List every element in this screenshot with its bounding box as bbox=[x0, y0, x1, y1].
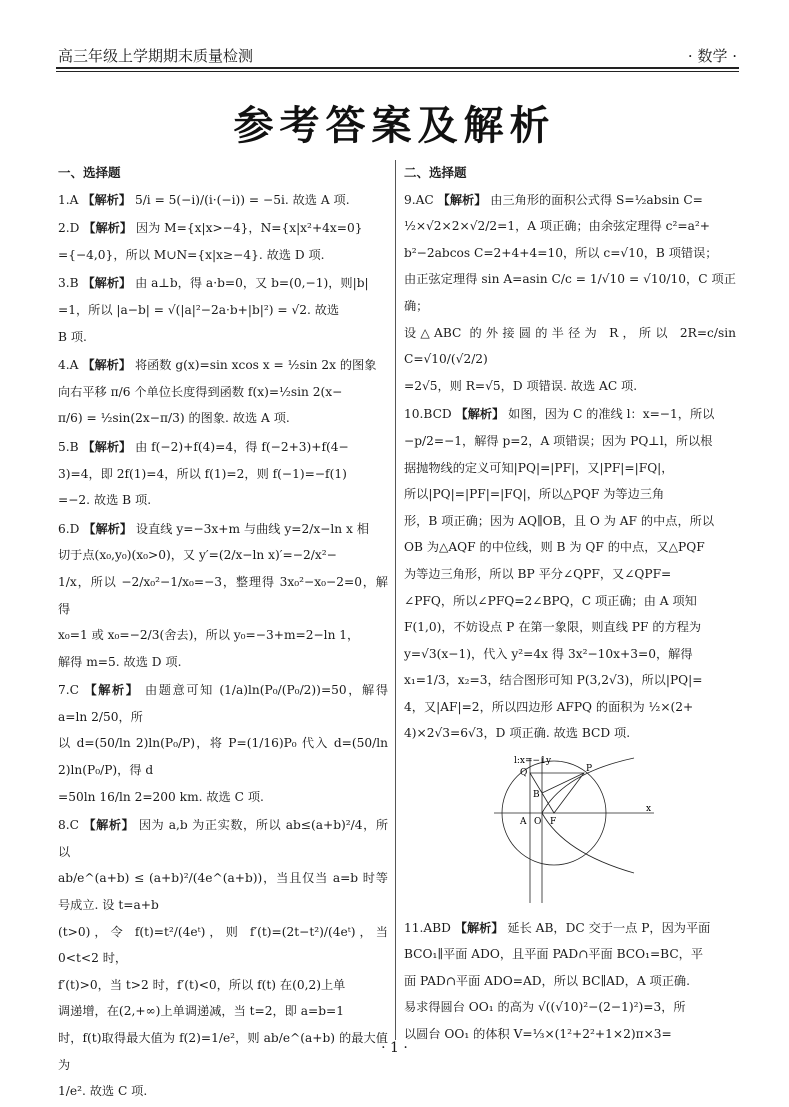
answer-text: x₀=1 或 x₀=−2/3(舍去)，所以 y₀=−3+m=2−ln 1， bbox=[58, 628, 360, 643]
answer-text: y=√3(x−1)，代入 y²=4x 得 3x²−10x+3=0，解得 bbox=[404, 646, 693, 661]
answer-item bbox=[404, 401, 736, 747]
answer-text: 面 PAD∩平面 ADO=AD，所以 BC∥AD，A 项正确. bbox=[404, 973, 690, 988]
answer-line bbox=[404, 320, 736, 373]
answer-line bbox=[58, 998, 388, 1025]
answer-text: 所以|PQ|=|PF|=|FQ|，所以△PQF 为等边三角 bbox=[404, 487, 665, 502]
answer-text: 4，又|AF|=2，所以四边形 AFPQ 的面积为 ½×(2+ bbox=[404, 699, 694, 714]
point-o: O bbox=[534, 817, 542, 828]
point-q: Q bbox=[520, 768, 528, 779]
answer-text: ={−4,0}，所以 M∪N={x|x≥−4}. 故选 D 项. bbox=[58, 247, 325, 262]
answer-text: 设直线 y=−3x+m 与曲线 y=2/x−ln x 相 bbox=[135, 521, 369, 536]
answer-text: B 项. bbox=[58, 329, 87, 344]
answer-text: 据抛物线的定义可知|PQ|=|PF|，又|PF|=|FQ|， bbox=[404, 460, 674, 475]
answer-item bbox=[58, 270, 388, 350]
header-left: 高三年级上学期期末质量检测 bbox=[58, 47, 254, 65]
answer-text: 由 f(−2)+f(4)=4，得 f(−2+3)+f(4− bbox=[135, 439, 349, 454]
answer-number: 8.C bbox=[58, 818, 79, 833]
answer-line bbox=[404, 534, 736, 561]
answer-text: 3)=4，即 2f(1)=4，所以 f(1)=2，则 f(−1)=−f(1) bbox=[58, 466, 347, 481]
section-title: 二、选择题 bbox=[404, 165, 467, 180]
answer-line bbox=[404, 455, 736, 482]
header-rule bbox=[56, 67, 739, 69]
answer-line bbox=[58, 812, 388, 865]
answer-text: =1，所以 |a−b| = √(|a|²−2a·b+|b|²) = √2. 故选 bbox=[58, 302, 340, 317]
point-f: F bbox=[550, 817, 557, 828]
answer-line bbox=[404, 588, 736, 615]
section-title: 一、选择题 bbox=[58, 165, 121, 180]
answer-number: 7.C bbox=[58, 683, 79, 698]
answer-line bbox=[404, 968, 736, 995]
answer-line bbox=[58, 730, 388, 783]
answer-line bbox=[404, 641, 736, 668]
answer-list bbox=[404, 915, 736, 1048]
analysis-tag: 【解析】 bbox=[83, 521, 133, 536]
answer-line bbox=[58, 352, 388, 379]
answer-line bbox=[58, 215, 388, 242]
x-label: x bbox=[646, 804, 652, 815]
answer-line bbox=[404, 561, 736, 588]
answer-line bbox=[58, 405, 388, 432]
answer-text: 由三角形的面积公式得 S=½absin C= bbox=[490, 192, 703, 207]
answer-item bbox=[58, 352, 388, 432]
page-number: · 1 · bbox=[381, 1040, 408, 1056]
answer-line bbox=[58, 649, 388, 676]
answer-line bbox=[404, 373, 736, 400]
point-a: A bbox=[520, 817, 527, 828]
answer-line bbox=[58, 919, 388, 972]
answer-item bbox=[58, 215, 388, 268]
parabola-figure bbox=[494, 753, 654, 903]
answer-line bbox=[404, 187, 736, 214]
answer-line bbox=[58, 622, 388, 649]
answer-line bbox=[404, 994, 736, 1021]
answer-line bbox=[58, 487, 388, 514]
answer-text: 为等边三角形，所以 BP 平分∠QPF，又∠QPF= bbox=[404, 566, 672, 581]
answer-number: 6.D bbox=[58, 521, 80, 536]
answer-line bbox=[58, 297, 388, 324]
answer-text: 设△ABC 的外接圆的半径为 R，所以 2R=c/sin C=√10/(√2/2) bbox=[404, 325, 736, 367]
answer-text: 1/e². 故选 C 项. bbox=[58, 1084, 148, 1099]
answer-text: 由正弦定理得 sin A=asin C/c = 1/√10 = √10/10，C 项正确； bbox=[404, 272, 736, 313]
answer-line bbox=[404, 266, 736, 319]
answer-line bbox=[58, 677, 388, 730]
left-column bbox=[58, 160, 388, 1107]
answer-list bbox=[58, 187, 388, 1105]
document-title: 参考答案及解析 bbox=[233, 103, 556, 149]
right-column bbox=[404, 160, 736, 1050]
answer-line bbox=[58, 434, 388, 461]
header-right: · 数学 · bbox=[687, 47, 737, 65]
answer-line bbox=[404, 213, 736, 240]
answer-line bbox=[404, 240, 736, 267]
answer-text: π/6) = ½sin(2x−π/3) 的图象. 故选 A 项. bbox=[58, 411, 290, 426]
segment-bp bbox=[542, 773, 584, 793]
answer-number: 5.B bbox=[58, 439, 79, 454]
answer-line bbox=[404, 428, 736, 455]
answer-line bbox=[58, 784, 388, 811]
answer-line bbox=[404, 720, 736, 747]
answer-item bbox=[404, 915, 736, 1048]
answer-text: b²−2abcos C=2+4+4=10，所以 c=√10，B 项错误； bbox=[404, 245, 718, 260]
answer-text: 解得 m=5. 故选 D 项. bbox=[58, 654, 182, 669]
answer-line bbox=[58, 379, 388, 406]
answer-text: =2√5，则 R=√5，D 项错误. 故选 AC 项. bbox=[404, 378, 638, 393]
point-b: B bbox=[533, 790, 540, 801]
analysis-tag: 【解析】 bbox=[83, 818, 135, 833]
answer-text: 如图，因为 C 的准线 l：x=−1，所以 bbox=[508, 407, 715, 422]
answer-text: 形，B 项正确；因为 AQ∥OB，且 O 为 AF 的中点，所以 bbox=[404, 513, 715, 528]
answer-line bbox=[404, 694, 736, 721]
answer-text: 4)×2√3=6√3，D 项正确. 故选 BCD 项. bbox=[404, 726, 631, 741]
analysis-tag: 【解析】 bbox=[82, 276, 132, 291]
answer-text: −p/2=−1，解得 p=2，A 项错误；因为 PQ⊥l，所以根 bbox=[404, 433, 713, 448]
answer-text: 因为 a,b 为正实数，所以 ab≤(a+b)²/4，所以 bbox=[58, 818, 389, 859]
answer-text: 由 a⊥b，得 a·b=0，又 b=(0,−1)，则|b| bbox=[135, 276, 369, 291]
answer-number: 4.A bbox=[58, 358, 79, 373]
answer-number: 11.ABD bbox=[404, 920, 451, 935]
answer-line bbox=[58, 187, 388, 214]
answer-line bbox=[58, 1078, 388, 1105]
answer-text: ab/e^(a+b) ≤ (a+b)²/(4e^(a+b))，当且仅当 a=b 时等号成立. 设 t=a+b bbox=[58, 871, 388, 913]
answer-text: 1/x，所以 −2/x₀²−1/x₀=−3，整理得 3x₀²−x₀−2=0，解得 bbox=[58, 574, 388, 616]
answer-text: =50ln 16/ln 2=200 km. 故选 C 项. bbox=[58, 789, 264, 804]
answer-item bbox=[58, 187, 388, 214]
answer-line bbox=[58, 865, 388, 918]
answer-text: f′(t)>0，当 t>2 时，f′(t)<0，所以 f(t) 在(0,2)上单 bbox=[58, 977, 346, 992]
answer-number: 9.AC bbox=[404, 192, 434, 207]
analysis-tag: 【解析】 bbox=[84, 683, 140, 698]
answer-text: 易求得圆台 OO₁ 的高为 √((√10)²−(2−1)²)=3，所 bbox=[404, 1000, 686, 1015]
page-header bbox=[58, 44, 737, 66]
answer-number: 3.B bbox=[58, 276, 79, 291]
answer-item bbox=[404, 187, 736, 400]
analysis-tag: 【解析】 bbox=[82, 358, 132, 373]
answer-text: F(1,0)，不妨设点 P 在第一象限，则直线 PF 的方程为 bbox=[404, 620, 702, 635]
answer-line bbox=[58, 461, 388, 488]
analysis-tag: 【解析】 bbox=[82, 192, 132, 207]
answer-text: 由题意可知 (1/a)ln(P₀/(P₀/2))=50，解得 a=ln 2/50，所 bbox=[58, 683, 389, 724]
answer-text: BCO₁∥平面 ADO，且平面 PAD∩平面 BCO₁=BC，平 bbox=[404, 947, 704, 962]
answer-text: ∠PFQ，所以∠PFQ=2∠BPQ，C 项正确；由 A 项知 bbox=[404, 593, 697, 608]
answer-number: 2.D bbox=[58, 221, 80, 236]
answer-text: 切于点(x₀,y₀)(x₀>0)，又 y′=(2/x−ln x)′=−2/x²− bbox=[58, 548, 337, 563]
analysis-tag: 【解析】 bbox=[82, 439, 132, 454]
answer-item bbox=[58, 812, 388, 1105]
answer-number: 1.A bbox=[58, 192, 79, 207]
answer-text: 以圆台 OO₁ 的体积 V=⅓×(1²+2²+1×2)π×3= bbox=[404, 1027, 672, 1042]
answer-line bbox=[404, 915, 736, 942]
answer-text: 5/i = 5(−i)/(i·(−i)) = −5i. 故选 A 项. bbox=[134, 192, 350, 207]
header-rule-thin bbox=[56, 71, 739, 72]
answer-line bbox=[404, 667, 736, 694]
answer-line bbox=[404, 401, 736, 428]
analysis-tag: 【解析】 bbox=[454, 920, 504, 935]
answer-text: (t>0)，令 f(t)=t²/(4eᵗ)，则 f′(t)=(2t−t²)/(4eᵗ)，当 0<t<2 时， bbox=[58, 924, 388, 966]
answer-item bbox=[58, 677, 388, 810]
analysis-tag: 【解析】 bbox=[437, 192, 487, 207]
point-p: P bbox=[586, 764, 593, 775]
y-label: y bbox=[546, 756, 552, 767]
answer-line bbox=[58, 324, 388, 351]
answer-line bbox=[58, 569, 388, 622]
answer-line bbox=[404, 614, 736, 641]
answer-text: 将函数 g(x)=sin xcos x = ½sin 2x 的图象 bbox=[134, 358, 377, 373]
answer-text: =−2. 故选 B 项. bbox=[58, 493, 152, 508]
analysis-tag: 【解析】 bbox=[455, 407, 505, 422]
answer-text: x₁=1/3，x₂=3，结合图形可知 P(3,2√3)，所以|PQ|= bbox=[404, 673, 703, 688]
answer-text: 以 d=(50/ln 2)ln(P₀/P)，将 P=(1/16)P₀ 代入 d=(50/ln 2)ln(P₀/P)，得 d bbox=[58, 736, 388, 778]
answer-item bbox=[58, 516, 388, 676]
analysis-tag: 【解析】 bbox=[83, 221, 133, 236]
parabola bbox=[542, 758, 634, 873]
answer-line bbox=[58, 270, 388, 297]
answer-line bbox=[58, 242, 388, 269]
answer-text: ½×√2×2×√2/2=1，A 项正确；由余弦定理得 c²=a²+ bbox=[404, 219, 710, 234]
directrix-label: l:x=−1 bbox=[514, 756, 546, 767]
answer-text: 向右平移 π/6 个单位长度得到函数 f(x)=½sin 2(x− bbox=[58, 384, 343, 399]
column-divider bbox=[395, 160, 396, 1040]
answer-text: OB 为△AQF 的中位线，则 B 为 QF 的中点，又△PQF bbox=[404, 540, 705, 555]
answer-text: 延长 AB，DC 交于一点 P，因为平面 bbox=[507, 920, 711, 935]
answer-line bbox=[58, 972, 388, 999]
answer-line bbox=[58, 516, 388, 543]
answer-text: 因为 M={x|x>−4}，N={x|x²+4x=0} bbox=[135, 221, 363, 236]
answer-line bbox=[404, 508, 736, 535]
answer-item bbox=[58, 434, 388, 514]
answer-number: 10.BCD bbox=[404, 407, 452, 422]
answer-line bbox=[58, 542, 388, 569]
answer-list bbox=[404, 187, 736, 747]
answer-line bbox=[404, 941, 736, 968]
answer-text: 时，f(t)取得最大值为 f(2)=1/e²，则 ab/e^(a+b) 的最大值为 bbox=[58, 1031, 388, 1072]
answer-line bbox=[404, 481, 736, 508]
answer-text: 调递增，在(2,+∞)上单调递减，当 t=2，即 a=b=1 bbox=[58, 1004, 344, 1019]
